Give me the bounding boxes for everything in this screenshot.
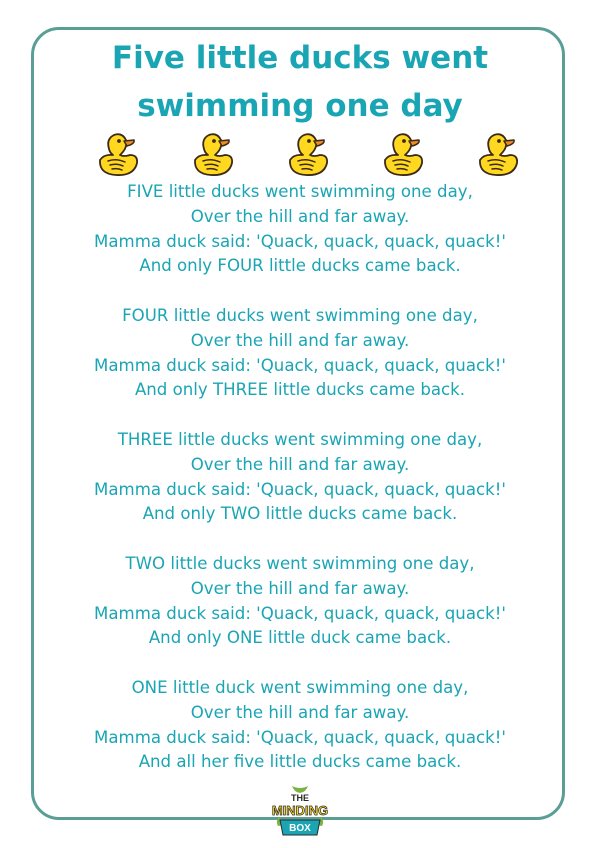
verse-line: And only TWO little ducks came back. [142,504,458,524]
verse-line: Mamma duck said: 'Quack, quack, quack, quack!' [94,355,506,375]
verse-line: And only FOUR little ducks came back. [139,256,461,276]
verse-1 [0,180,600,279]
verse-5 [0,676,600,775]
duck-icon [189,130,237,178]
logo-text-the: THE [291,793,309,803]
verse-4 [0,552,600,651]
duck-icon [474,130,522,178]
verse-2 [0,304,600,403]
verse-line: Over the hill and far away. [190,454,410,474]
page-title [0,34,600,130]
verse-line: Mamma duck said: 'Quack, quack, quack, quack!' [94,231,506,251]
verse-line: Mamma duck said: 'Quack, quack, quack, quack!' [94,603,506,623]
verse-line: Over the hill and far away. [190,702,410,722]
verse-line: FIVE little ducks went swimming one day, [127,182,473,201]
duck-icon [284,130,332,178]
verse-line: Over the hill and far away. [190,578,410,598]
verse-line: Mamma duck said: 'Quack, quack, quack, quack!' [94,727,506,747]
logo-text-box: BOX [289,823,311,834]
verse-line: ONE little duck went swimming one day, [131,677,469,697]
title-line-2: swimming one day [137,88,463,124]
verse-line: And only THREE little ducks came back. [134,380,466,400]
poem-text [0,180,600,800]
title-line-1: Five little ducks went [111,40,489,76]
duck-row [94,130,522,178]
minding-box-logo [270,784,330,838]
verse-line: THREE little ducks went swimming one day, [117,429,483,449]
logo-text-minding: MINDING [271,803,329,818]
verse-line: And all her five little ducks came back. [138,752,462,772]
verse-line: FOUR little ducks went swimming one day, [122,305,478,325]
verse-line: Over the hill and far away. [190,330,410,350]
duck-icon [94,130,142,178]
verse-line: And only ONE little duck came back. [148,628,452,648]
verse-line: Mamma duck said: 'Quack, quack, quack, quack!' [94,479,506,499]
verse-3 [0,428,600,527]
verse-line: Over the hill and far away. [190,206,410,226]
duck-icon [379,130,427,178]
verse-line: TWO little ducks went swimming one day, [125,553,475,573]
